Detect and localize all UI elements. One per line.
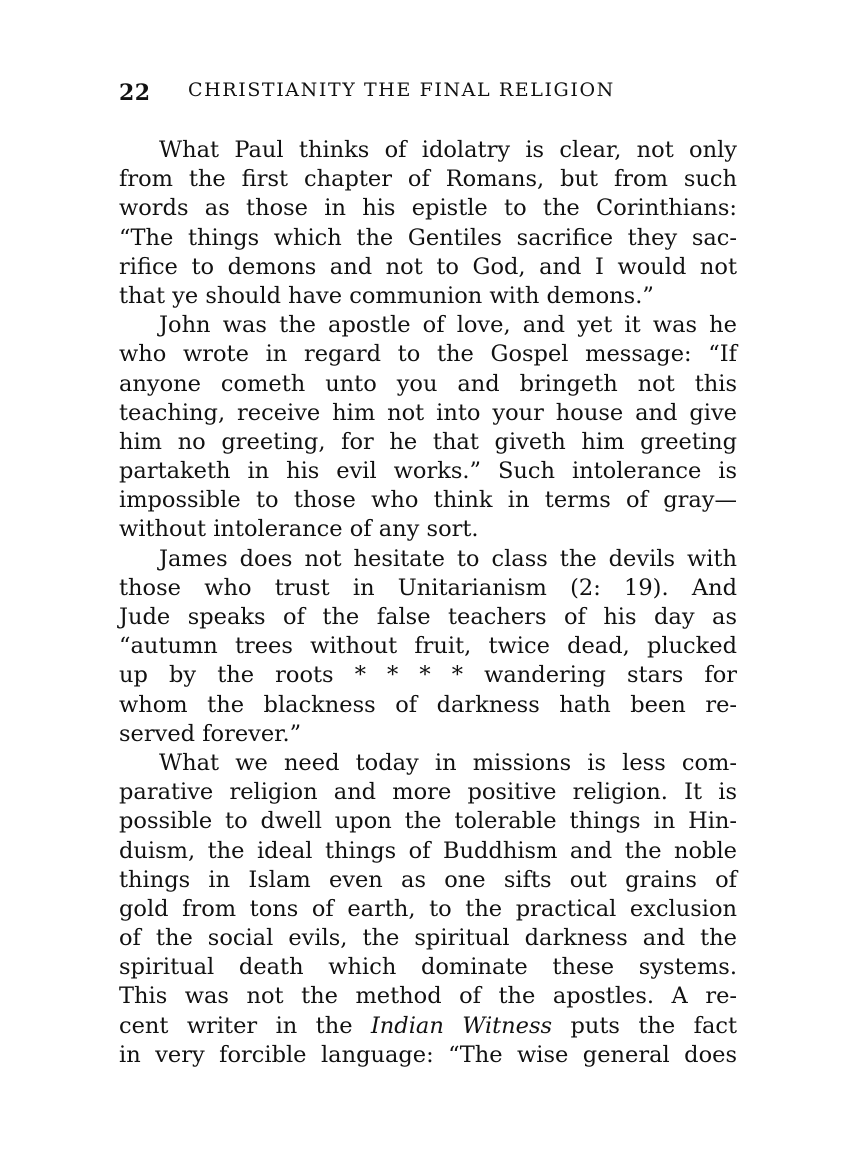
page-number: 22 (119, 80, 151, 106)
text-line: that ye should have communion with demons.” (119, 282, 654, 309)
text-line: Jude speaks of the false teachers of his day as (119, 604, 737, 630)
text-line: gold from tons of earth, to the practical exclusion (119, 895, 737, 922)
text-line: from the first chapter of Romans, but from such (119, 166, 737, 193)
text-line: served forever.” (119, 720, 302, 747)
text-line: What we need today in missions is less com- (159, 749, 737, 776)
text-line: who wrote in regard to the Gospel message: “If (119, 341, 737, 368)
text-line: parative religion and more positive religion. It is (119, 779, 737, 806)
text-line: “autumn trees without fruit, twice dead, plucked (119, 633, 737, 660)
body-text (119, 136, 737, 1070)
text-line: teaching, receive him not into your house and give (119, 399, 737, 426)
paragraph-1 (119, 136, 737, 311)
paragraph-2 (119, 311, 737, 545)
italic-title: Indian Witness (370, 1012, 553, 1039)
running-head (119, 76, 739, 108)
text-line: in very forcible language: “The wise general does (119, 1041, 737, 1068)
paragraph-3 (119, 545, 737, 749)
text-line: duism, the ideal things of Buddhism and the noble (119, 837, 737, 864)
text-line: anyone cometh unto you and bringeth not this (119, 370, 737, 397)
text-line: partaketh in his evil works.” Such intolerance is (119, 458, 737, 485)
text-segment: puts the fact (552, 1012, 737, 1039)
text-line: words as those in his epistle to the Corinthians: (119, 195, 737, 222)
running-title: CHRISTIANITY THE FINAL RELIGION (188, 79, 615, 101)
text-line: rifice to demons and not to God, and I would not (119, 253, 737, 280)
text-line: of the social evils, the spiritual darkness and the (119, 925, 737, 952)
text-line: impossible to those who think in terms of gray— (119, 487, 737, 514)
text-line: spiritual death which dominate these systems. (119, 954, 737, 981)
text-line: without intolerance of any sort. (119, 516, 479, 543)
text-line: “The things which the Gentiles sacrifice they sac- (119, 224, 737, 251)
text-line: those who trust in Unitarianism (2: 19). And (119, 574, 737, 601)
text-line: him no greeting, for he that giveth him greeting (119, 428, 737, 455)
text-line: This was not the method of the apostles. A re- (119, 983, 737, 1010)
text-line: James does not hesitate to class the devils with (159, 545, 737, 572)
text-line: What Paul thinks of idolatry is clear, not only (159, 137, 737, 163)
text-line: possible to dwell upon the tolerable things in Hin- (119, 808, 737, 835)
text-segment: cent writer in the (119, 1012, 371, 1039)
text-line: whom the blackness of darkness hath been re- (119, 691, 737, 718)
paragraph-4 (119, 749, 737, 1070)
text-line: things in Islam even as one sifts out grains of (119, 866, 737, 893)
text-line: up by the roots * * * * wandering stars for (119, 662, 737, 689)
text-line-with-italic (119, 1012, 737, 1041)
text-line: John was the apostle of love, and yet it was he (159, 312, 737, 339)
